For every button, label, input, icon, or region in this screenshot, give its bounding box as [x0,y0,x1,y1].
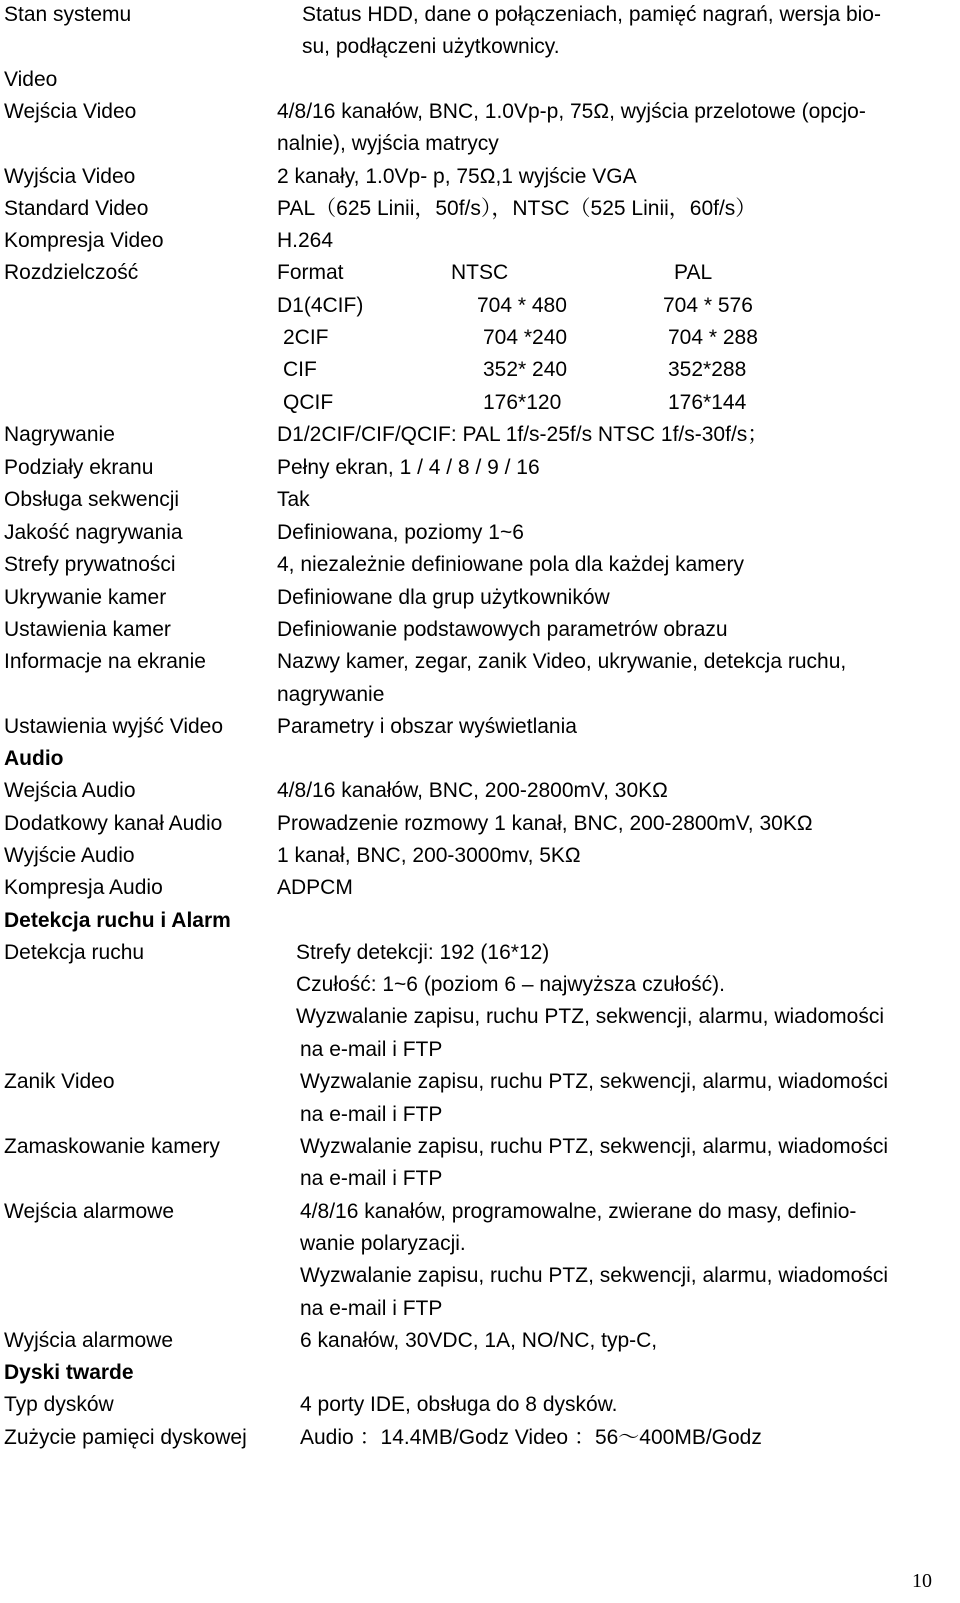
video-loss-label: Zanik Video [4,1070,115,1093]
alarm-inputs-value-line2: wanie polaryzacji. [300,1232,466,1255]
video-compression-label: Kompresja Video [4,229,164,252]
split-label: Podziały ekranu [4,456,154,479]
quality-value: Definiowana, poziomy 1~6 [277,521,524,544]
sequence-label: Obsługa sekwencji [4,488,180,511]
osd-value-line1: Nazwy kamer, zegar, zanik Video, ukrywanie, detekcja ruchu, [277,650,847,673]
motion-detection-value-line1: Strefy detekcji: 192 (16*12) [296,941,550,964]
tamper-label: Zamaskowanie kamery [4,1135,220,1158]
hide-cameras-value: Definiowane dla grup użytkowników [277,586,610,609]
tamper-value-line2: na e-mail i FTP [300,1167,443,1190]
resolution-cell: CIF [283,358,317,381]
recording-value: D1/2CIF/CIF/QCIF: PAL 1f/s-25f/s NTSC 1f/s-30f/s； [277,423,769,446]
osd-value-line2: nagrywanie [277,683,385,706]
quality-label: Jakość nagrywania [4,521,183,544]
hide-cameras-label: Ukrywanie kamer [4,586,167,609]
audio-inputs-value: 4/8/16 kanałów, BNC, 200-2800mV, 30KΩ [277,779,668,802]
section-hdd-heading: Dyski twarde [4,1361,134,1384]
system-label: Stan systemu [4,3,132,26]
hdd-type-value: 4 porty IDE, obsługa do 8 dysków. [300,1393,618,1416]
motion-detection-label: Detekcja ruchu [4,941,145,964]
video-loss-value-line2: na e-mail i FTP [300,1103,443,1126]
privacy-label: Strefy prywatności [4,553,176,576]
hdd-usage-label: Zużycie pamięci dyskowej [4,1426,247,1449]
recording-label: Nagrywanie [4,423,115,446]
osd-label: Informacje na ekranie [4,650,206,673]
audio-inputs-label: Wejścia Audio [4,779,136,802]
audio-extra-value: Prowadzenie rozmowy 1 kanał, BNC, 200-2800mV, 30KΩ [277,812,813,835]
motion-detection-value-line4: na e-mail i FTP [300,1038,443,1061]
hdd-type-label: Typ dysków [4,1393,114,1416]
resolution-cell: 176*144 [668,391,747,414]
resolution-cell: 704 * 576 [663,294,753,317]
audio-compression-value: ADPCM [277,876,353,899]
alarm-inputs-value-line4: na e-mail i FTP [300,1297,443,1320]
resolution-cell: QCIF [283,391,334,414]
sequence-value: Tak [277,488,310,511]
resolution-cell: 704 * 288 [668,326,758,349]
resolution-cell: 2CIF [283,326,329,349]
resolution-header-ntsc: NTSC [451,261,509,284]
resolution-cell: 704 * 480 [477,294,567,317]
alarm-outputs-value: 6 kanałów, 30VDC, 1A, NO/NC, typ-C, [300,1329,658,1352]
alarm-inputs-value-line1: 4/8/16 kanałów, programowalne, zwierane do masy, definio- [300,1200,857,1223]
split-value: Pełny ekran, 1 / 4 / 8 / 9 / 16 [277,456,540,479]
video-standard-value: PAL（625 Linii，50f/s），NTSC（525 Linii，60f/s） [277,197,757,220]
audio-output-value: 1 kanał, BNC, 200-3000mv, 5KΩ [277,844,581,867]
resolution-cell: 352*288 [668,358,747,381]
video-inputs-label: Wejścia Video [4,100,137,123]
section-audio-heading: Audio [4,747,64,770]
audio-extra-label: Dodatkowy kanał Audio [4,812,223,835]
video-loss-value-line1: Wyzwalanie zapisu, ruchu PTZ, sekwencji, alarmu, wiadomości [300,1070,889,1093]
privacy-value: 4, niezależnie definiowane pola dla każdej kamery [277,553,744,576]
resolution-header-pal: PAL [674,261,713,284]
motion-detection-value-line2: Czułość: 1~6 (poziom 6 – najwyższa czułość). [296,973,725,996]
motion-detection-value-line3: Wyzwalanie zapisu, ruchu PTZ, sekwencji, alarmu, wiadomości [296,1005,885,1028]
camera-settings-value: Definiowanie podstawowych parametrów obrazu [277,618,728,641]
section-video-heading: Video [4,68,58,91]
system-value-line1: Status HDD, dane o połączeniach, pamięć nagrań, wersja bio- [302,3,881,26]
resolution-cell: 352* 240 [483,358,568,381]
tamper-value-line1: Wyzwalanie zapisu, ruchu PTZ, sekwencji, alarmu, wiadomości [300,1135,889,1158]
video-outputs-label: Wyjścia Video [4,165,136,188]
alarm-inputs-label: Wejścia alarmowe [4,1200,174,1223]
video-inputs-value-line2: nalnie), wyjścia matrycy [277,132,499,155]
hdd-usage-value: Audio ：14.4MB/Godz Video ：56～400MB/Godz [300,1426,762,1449]
resolution-header-format: Format [277,261,344,284]
system-value-line2: su, podłączeni użytkownicy. [302,35,560,58]
section-motion-alarm-heading: Detekcja ruchu i Alarm [4,909,231,932]
output-settings-value: Parametry i obszar wyświetlania [277,715,577,738]
resolution-label: Rozdzielczość [4,261,139,284]
resolution-cell: 704 *240 [483,326,568,349]
camera-settings-label: Ustawienia kamer [4,618,171,641]
video-inputs-value-line1: 4/8/16 kanałów, BNC, 1.0Vp-p, 75Ω, wyjścia przelotowe (opcjo- [277,100,866,123]
audio-output-label: Wyjście Audio [4,844,135,867]
alarm-outputs-label: Wyjścia alarmowe [4,1329,174,1352]
resolution-cell: 176*120 [483,391,562,414]
video-standard-label: Standard Video [4,197,149,220]
output-settings-label: Ustawienia wyjść Video [4,715,224,738]
video-outputs-value: 2 kanały, 1.0Vp- p, 75Ω,1 wyjście VGA [277,165,637,188]
video-compression-value: H.264 [277,229,334,252]
audio-compression-label: Kompresja Audio [4,876,163,899]
alarm-inputs-value-line3: Wyzwalanie zapisu, ruchu PTZ, sekwencji, alarmu, wiadomości [300,1264,889,1287]
resolution-cell: D1(4CIF) [277,294,364,317]
page-number: 10 [912,1570,932,1592]
